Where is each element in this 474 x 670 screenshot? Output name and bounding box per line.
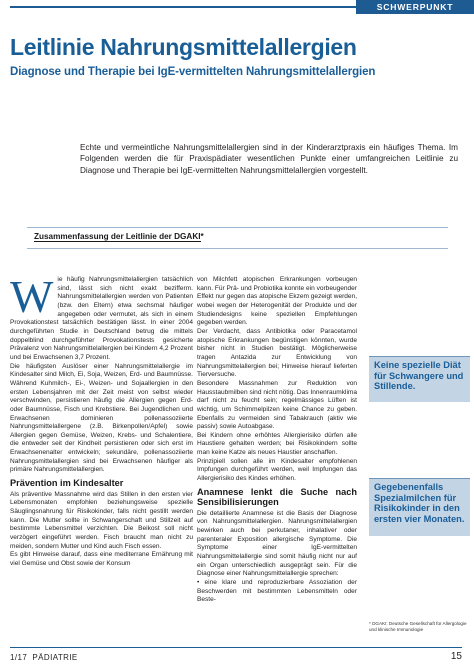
body-paragraph: Die häufigsten Auslöser einer Nahrungsmittelallergie im Kindesalter sind Milch, Ei, Soja, Weizen, Erd- und Baumnüsse. Während Kuhmilch-, Ei-, Weizen- und Sojaallergien in den ersten Lebensjahren mit der Zeit meist von selbst wieder verschwinden, persistieren häufig die Allergien gegen Erd- oder Baumnüsse, Fisch und Krebstiere. Bei Jugendlichen und Erwachsenen dominieren pollenassoziierte Nahrungsmittelallergene (z.B. Birkenpollen/Apfel) sowie Allergien gegen Gemüse, Weizen, Krebs- und Schalentiere, die entweder seit der Kindheit persistieren oder sich erst im Erwachsenenalter entwickeln; sekundäre, pollenassoziierte Nahrungsmittelallergien sind bei Erwachsenen häufiger als primäre Nahrungsmittelallergien. — [10, 362, 193, 474]
callout-box: Gegebenenfalls Spezialmilchen für Risikokinder in den ersten vier Monaten. — [369, 478, 470, 536]
footer-rule — [10, 647, 462, 648]
page-title: Leitlinie Nahrungsmittelallergien — [10, 34, 357, 60]
summary-heading-mark: * — [200, 232, 204, 241]
section-heading-prevention: Prävention im Kindesalter — [10, 478, 124, 489]
summary-divider-bottom — [27, 248, 448, 249]
body-paragraph: von Milchfett atopischen Erkrankungen vorbeugen kann. Für Prä- und Probiotika konnte ein vorbeugender Effekt nur gegen das atopische Ekzem gezeigt werden, wobei wegen der Heterogenität der Produkte und der Studiendesigns keine speziellen Empfehlungen gegeben werden. — [197, 276, 358, 327]
dropcap-letter: W — [10, 271, 54, 322]
page-number: 15 — [450, 651, 462, 662]
section-heading-anamnesis: Anamnese lenkt die Suche nach Sensibilisierungen — [197, 486, 357, 508]
footer-issue — [10, 653, 78, 662]
issue-number: 1/17 — [10, 653, 28, 662]
body-paragraph: Bei Kindern ohne erhöhtes Allergierisiko dürfen alle Haustiere gehalten werden; bei Risikokindern sollte man keine Katze als neues Haustier anschaffen. — [197, 431, 357, 457]
body-paragraph: Besondere Massnahmen zur Reduktion von Hausstaubmilben sind nicht nötig. Das Innenraumklima darf nicht zu feucht sein; regelmässiges Lüften ist wichtig, um Schimmelpilzen keine Chance zu geben. Ebenfalls zu vermeiden sind Tabakrauch (aktiv wie passiv) sowie Autoabgase. — [197, 379, 357, 431]
body-paragraph: Es gibt Hinweise darauf, dass eine mediterrane Ernährung mit viel Gemüse und Obst sowie der Konsum — [10, 551, 193, 567]
intro-paragraph: Echte und vermeintliche Nahrungsmittelallergien sind in der Kinderarztpraxis ein häufiges Thema. Im Folgenden werden die für Praxispädiater wesentlichen Punkte einer umfangreichen Leitlinie zu Diagnose und Therapie bei IgE-vermittelten Nahrungsmittelallergien vorgestellt. — [80, 143, 458, 175]
body-paragraph: Als präventive Massnahme wird das Stillen in den ersten vier Lebensmonaten empfohlen beziehungsweise spezielle Säuglingsnahrung für Risikokinder, falls nicht gestillt werden kann. Die Mutter sollte in Schwangerschaft und Stillzeit auf bestimmte Lebensmittel verzichten. Die Beikost soll nicht verzögert eingeführt werden. Fisch braucht man nicht zu meiden, sondern Mutter und Kind auch Fisch essen. — [10, 490, 193, 550]
article-column-right — [197, 276, 357, 605]
section-badge: SCHWERPUNKT — [356, 0, 474, 14]
article-column-left — [10, 271, 193, 569]
body-paragraph: Prinzipiell sollen alle im Kindesalter empfohlenen Impfungen durchgeführt werden, weil Impfungen das Allergierisiko des Kindes erhöhen. — [197, 457, 357, 483]
footnote: * DGAKI: Deutsche Gesellschaft für Allergologie und klinische Immunologie — [369, 621, 467, 632]
body-paragraph: Die detaillierte Anamnese ist die Basis der Diagnose von Nahrungsmittelallergien. Nahrungsmittelallergien bewirken auch bei perkutaner, inhalativer oder parenteraler Exposition allergische Symptome. Die Symptome einer IgE-vermittelten Nahrungsmittelallergie sind somit häufig nicht nur auf ein Organ unterschiedlich ausgeprägt sein. Für die Diagnose einer Nahrungsmittelallergie sprechen: — [197, 509, 357, 578]
body-paragraph: ie häufig Nahrungsmittelallergien tatsächlich sind, lässt sich nicht exakt bezifferm. Nahrungsmittelallergien werden von Patienten (bzw. den Eltern) etwa sechsmal häufiger angegeben oder vermutet, als sich in einem Provokationstest tatsächlich bestätigen lässt. In einer 2004 durchgeführten Studie in Deutschland betrug die mittels doppelblind durchgeführter Provokationstests gesicherte Prävalenz von Nahrungsmittelallergien bei Kindern 4,2 Prozent und bei Erwachsenen 3,7 Prozent. — [10, 276, 193, 361]
body-paragraph: Der Verdacht, dass Antibiotika oder Paracetamol atopische Erkrankungen begünstigen könnten, wurde bisher nicht in Studien bestätigt. Möglicherweise tragen Antazida zur Entwicklung von Nahrungsmittelallergien bei; Hinweise hierauf lieferten Tierversuche. — [197, 327, 357, 379]
page-subtitle: Diagnose und Therapie bei IgE-vermittelten Nahrungsmittelallergien — [10, 66, 376, 78]
bullet-item: • eine klare und reproduzierbare Assoziation der Beschwerden mit bestimmten Lebensmitteln oder Beste- — [197, 579, 357, 604]
summary-heading — [34, 232, 204, 241]
summary-divider-top — [27, 227, 448, 228]
journal-name: PÄDIATRIE — [32, 653, 78, 662]
callout-box: Keine spezielle Diät für Schwangere und Stillende. — [369, 356, 470, 402]
summary-heading-text: Zusammenfassung der Leitlinie der DGAKI — [34, 232, 201, 241]
